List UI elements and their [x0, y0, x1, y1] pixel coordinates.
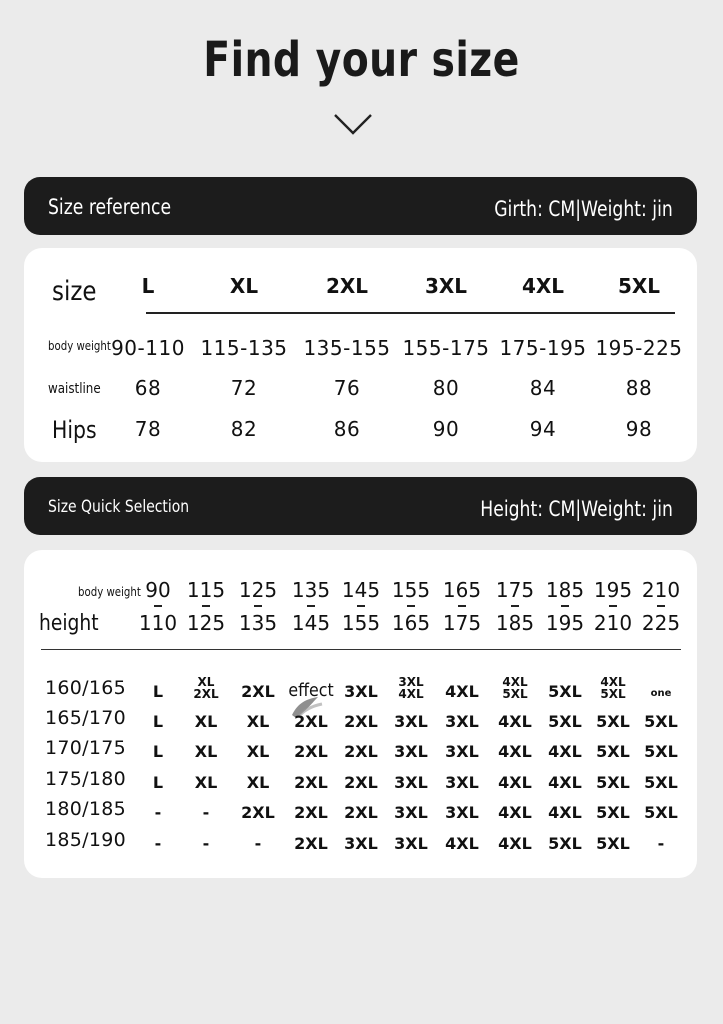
height-divider — [41, 649, 681, 650]
size-recommendation-cell: 3XL — [394, 773, 428, 792]
size-recommendation-cell: one — [650, 688, 672, 699]
weight-range-top: 165 — [442, 578, 482, 602]
height-weight-unit-label: Height: CM|Weight: jin — [480, 497, 673, 521]
size-recommendation-cell: XL — [194, 712, 218, 731]
weight-range-top: 125 — [238, 578, 278, 602]
size-recommendation-cell: effect — [288, 680, 334, 701]
size-reference-cell: 98 — [625, 417, 653, 441]
size-recommendation-cell: 5XL — [596, 834, 630, 853]
weight-range-dash — [357, 605, 365, 607]
size-recommendation-cell: 5XL — [596, 742, 630, 761]
size-recommendation-cell: L — [152, 682, 164, 701]
size-recommendation-cell: L — [152, 712, 164, 731]
size-recommendation-cell: 2XL — [241, 682, 275, 701]
body-weight-label: body weight — [48, 339, 111, 353]
size-recommendation-cell: 4XL 5XL — [502, 675, 528, 701]
size-recommendation-cell: 4XL — [548, 742, 582, 761]
size-recommendation-cell: 4XL — [548, 773, 582, 792]
size-reference-cell: 68 — [134, 376, 162, 400]
height-row-label: 170/175 — [45, 737, 127, 759]
height-row-label: 175/180 — [45, 768, 127, 790]
height-row-label: 160/165 — [45, 677, 127, 699]
weight-range-top: 210 — [641, 578, 681, 602]
size-recommendation-cell: XL — [246, 742, 270, 761]
weight-range-dash — [657, 605, 665, 607]
size-recommendation-cell: 3XL — [344, 834, 378, 853]
page-title: Find your size — [203, 32, 520, 88]
header-divider — [146, 312, 675, 314]
weight-range-bottom: 155 — [341, 611, 381, 635]
size-reference-cell: 94 — [529, 417, 557, 441]
size-recommendation-cell: 3XL — [394, 834, 428, 853]
size-recommendation-cell: 5XL — [596, 773, 630, 792]
girth-weight-unit-label: Girth: CM|Weight: jin — [494, 197, 673, 221]
size-reference-cell: 88 — [625, 376, 653, 400]
weight-range-bottom: 165 — [391, 611, 431, 635]
size-recommendation-cell: 2XL — [294, 834, 328, 853]
size-reference-cell: 80 — [432, 376, 460, 400]
size-recommendation-cell: - — [657, 834, 665, 853]
weight-range-dash — [458, 605, 466, 607]
size-reference-cell: 175-195 — [499, 336, 587, 360]
weight-range-top: 135 — [291, 578, 331, 602]
weight-range-bottom: 195 — [545, 611, 585, 635]
size-column-header: 3XL — [424, 274, 468, 298]
size-recommendation-cell: 3XL — [394, 803, 428, 822]
size-recommendation-cell: 2XL — [344, 712, 378, 731]
size-quick-selection-table — [24, 550, 697, 878]
size-recommendation-cell: 3XL — [445, 742, 479, 761]
size-reference-cell: 115-135 — [200, 336, 288, 360]
size-reference-bar — [24, 177, 697, 235]
height-row-label: 165/170 — [45, 707, 127, 729]
hips-label: Hips — [52, 416, 97, 444]
size-recommendation-cell: 2XL — [241, 803, 275, 822]
size-recommendation-cell: 5XL — [548, 834, 582, 853]
size-recommendation-cell: 5XL — [644, 712, 678, 731]
size-recommendation-cell: XL — [194, 742, 218, 761]
size-reference-cell: 135-155 — [303, 336, 391, 360]
size-recommendation-cell: 4XL — [498, 834, 532, 853]
size-column-header: L — [141, 274, 155, 298]
size-recommendation-cell: 3XL 4XL — [398, 675, 424, 701]
weight-range-dash — [609, 605, 617, 607]
size-recommendation-cell: XL — [194, 773, 218, 792]
size-recommendation-cell: 5XL — [644, 742, 678, 761]
size-reference-cell: 72 — [230, 376, 258, 400]
size-recommendation-cell: - — [154, 834, 162, 853]
size-column-header: 4XL — [521, 274, 565, 298]
size-recommendation-cell: 2XL — [294, 712, 328, 731]
weight-range-dash — [307, 605, 315, 607]
size-column-header: 5XL — [617, 274, 661, 298]
size-recommendation-cell: 4XL — [498, 773, 532, 792]
size-reference-cell: 78 — [134, 417, 162, 441]
weight-range-bottom: 175 — [442, 611, 482, 635]
size-recommendation-cell: 3XL — [394, 742, 428, 761]
size-recommendation-cell: 5XL — [596, 712, 630, 731]
size-recommendation-cell: L — [152, 742, 164, 761]
size-reference-table — [24, 248, 697, 462]
size-header-label: size — [52, 276, 97, 307]
size-recommendation-cell: XL 2XL — [193, 675, 219, 701]
size-reference-label: Size reference — [48, 195, 172, 219]
size-recommendation-cell: 2XL — [344, 803, 378, 822]
size-recommendation-cell: 5XL — [548, 712, 582, 731]
size-recommendation-cell: 4XL — [445, 682, 479, 701]
weight-range-bottom: 110 — [138, 611, 178, 635]
size-column-header: 2XL — [325, 274, 369, 298]
size-column-header: XL — [229, 274, 259, 298]
waistline-label: waistline — [48, 381, 101, 397]
size-recommendation-cell: XL — [246, 773, 270, 792]
size-recommendation-cell: 2XL — [294, 773, 328, 792]
size-recommendation-cell: 4XL — [498, 803, 532, 822]
size-recommendation-cell: 2XL — [344, 742, 378, 761]
weight-range-dash — [561, 605, 569, 607]
size-recommendation-cell: 2XL — [344, 773, 378, 792]
size-reference-cell: 90 — [432, 417, 460, 441]
size-reference-cell: 76 — [333, 376, 361, 400]
size-recommendation-cell: 4XL — [445, 834, 479, 853]
size-recommendation-cell: 3XL — [445, 712, 479, 731]
weight-range-top: 115 — [186, 578, 226, 602]
size-recommendation-cell: 3XL — [344, 682, 378, 701]
size-recommendation-cell: 2XL — [294, 803, 328, 822]
size-reference-cell: 155-175 — [402, 336, 490, 360]
size-recommendation-cell: L — [152, 773, 164, 792]
weight-range-bottom: 135 — [238, 611, 278, 635]
weight-range-bottom: 125 — [186, 611, 226, 635]
size-recommendation-cell: 2XL — [294, 742, 328, 761]
size-quick-selection-label: Size Quick Selection — [48, 497, 190, 517]
size-reference-cell: 82 — [230, 417, 258, 441]
size-recommendation-cell: 4XL — [498, 712, 532, 731]
weight-range-bottom: 145 — [291, 611, 331, 635]
weight-range-dash — [511, 605, 519, 607]
size-recommendation-cell: 4XL — [548, 803, 582, 822]
weight-range-dash — [407, 605, 415, 607]
weight-range-dash — [254, 605, 262, 607]
chevron-down-icon — [333, 112, 373, 136]
weight-range-bottom: 185 — [495, 611, 535, 635]
height-row-label: 185/190 — [45, 829, 127, 851]
weight-range-bottom: 210 — [593, 611, 633, 635]
size-recommendation-cell: XL — [246, 712, 270, 731]
size-quick-selection-bar — [24, 477, 697, 535]
size-recommendation-cell: - — [202, 834, 210, 853]
weight-range-top: 90 — [145, 578, 171, 602]
size-recommendation-cell: 4XL — [498, 742, 532, 761]
size-recommendation-cell: 3XL — [394, 712, 428, 731]
size-recommendation-cell: 3XL — [445, 773, 479, 792]
size-reference-cell: 86 — [333, 417, 361, 441]
weight-range-bottom: 225 — [641, 611, 681, 635]
size-recommendation-cell: 5XL — [644, 803, 678, 822]
weight-range-top: 185 — [545, 578, 585, 602]
height-header-label: height — [39, 611, 99, 636]
weight-range-top: 145 — [341, 578, 381, 602]
weight-header-label: body weight — [78, 585, 141, 599]
size-recommendation-cell: 5XL — [644, 773, 678, 792]
weight-range-top: 155 — [391, 578, 431, 602]
weight-range-top: 195 — [593, 578, 633, 602]
size-recommendation-cell: - — [154, 803, 162, 822]
size-reference-cell: 90-110 — [111, 336, 185, 360]
size-recommendation-cell: 5XL — [548, 682, 582, 701]
height-row-label: 180/185 — [45, 798, 127, 820]
size-recommendation-cell: 4XL 5XL — [600, 675, 626, 701]
weight-range-dash — [154, 605, 162, 607]
size-reference-cell: 84 — [529, 376, 557, 400]
size-recommendation-cell: 3XL — [445, 803, 479, 822]
size-recommendation-cell: 5XL — [596, 803, 630, 822]
size-recommendation-cell: - — [202, 803, 210, 822]
size-reference-cell: 195-225 — [595, 336, 683, 360]
weight-range-dash — [202, 605, 210, 607]
size-recommendation-cell: - — [254, 834, 262, 853]
weight-range-top: 175 — [495, 578, 535, 602]
